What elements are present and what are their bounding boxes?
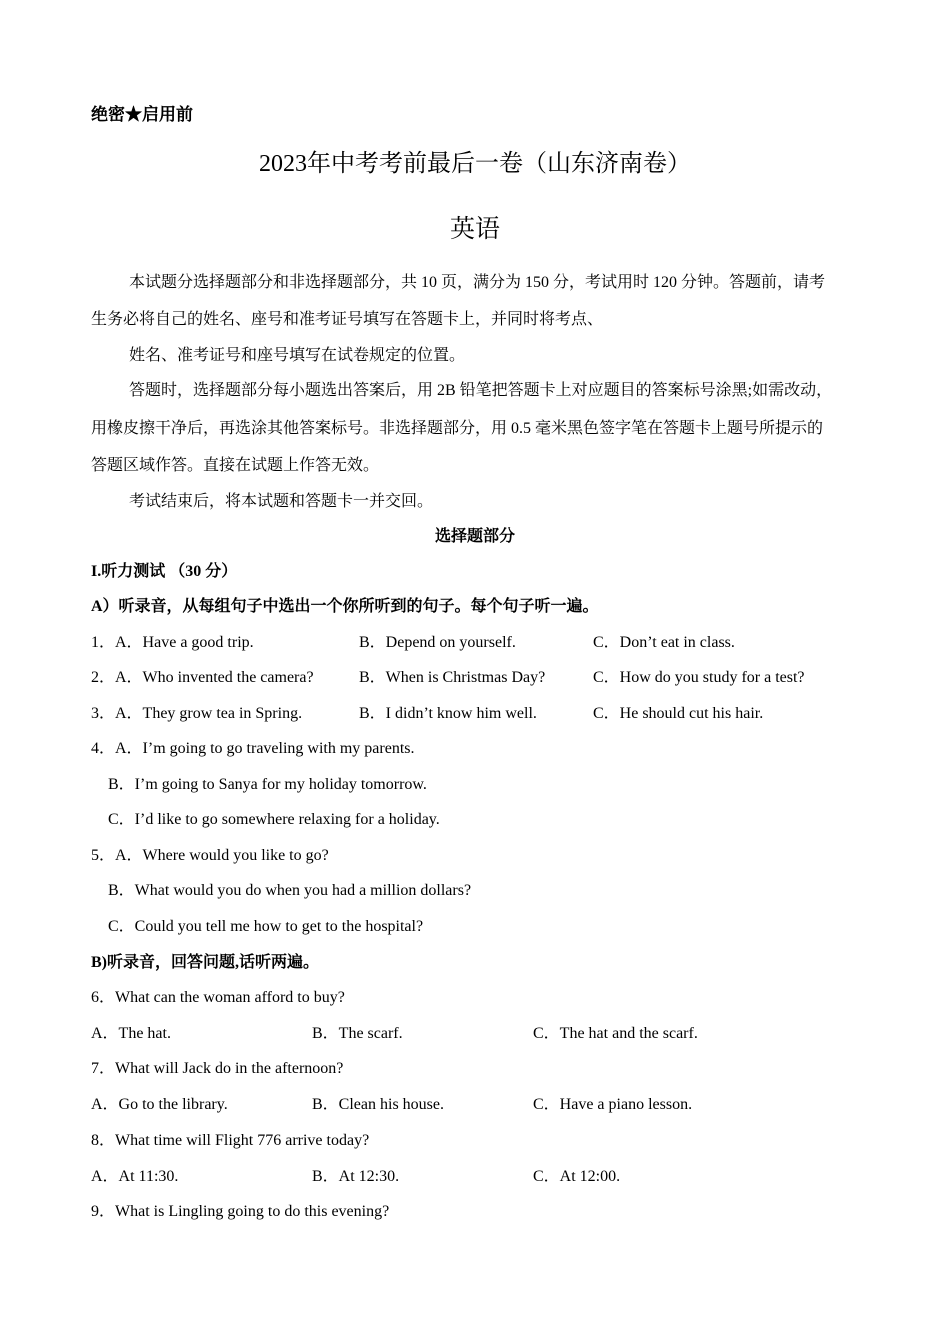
instruction-line: 考试结束后，将本试题和答题卡一并交回。 [129,493,434,510]
q8-option-b: B．At 12:30. [312,1168,400,1185]
instruction-line: 答题时，选择题部分每小题选出答案后，用 2B 铅笔把答题卡上对应题目的答案标号涂黑;如需改动， [129,382,833,399]
q7-option-c: C．Have a piano lesson. [533,1096,693,1113]
instruction-line: 生务必将自己的姓名、座号和准考证号填写在答题卡上，并同时将考点、 [91,311,604,328]
q7-stem: 7．What will Jack do in the afternoon? [91,1060,344,1077]
confidential-label: 绝密★启用前 [91,105,193,124]
q1-option-c: C．Don’t eat in class. [593,634,735,651]
instruction-line: 答题区域作答。直接在试题上作答无效。 [91,457,380,474]
q3-option-c: C．He should cut his hair. [593,705,764,722]
q4-option-c: C．I’d like to go somewhere relaxing for a holiday. [108,811,440,828]
q5-option-a: 5．A．Where would you like to go? [91,847,329,864]
q1-option-a: 1．A．Have a good trip. [91,634,254,651]
section-title: 选择题部分 [434,528,515,545]
q3-option-b: B．I didn’t know him well. [359,705,537,722]
instruction-line: 本试题分选择题部分和非选择题部分，共 10 页，满分为 150 分，考试用时 120 分钟。答题前，请考 [129,274,826,291]
instruction-line: 姓名、准考证号和座号填写在试卷规定的位置。 [129,347,466,364]
q9-stem: 9．What is Lingling going to do this evening? [91,1203,390,1220]
subject-title: 英语 [449,216,500,243]
exam-title: 2023年中考考前最后一卷（山东济南卷） [259,151,691,177]
q5-option-b: B．What would you do when you had a million dollars? [108,882,472,899]
q2-option-a: 2．A．Who invented the camera? [91,669,314,686]
q7-option-a: A．Go to the library. [91,1096,228,1113]
q4-option-a: 4．A．I’m going to go traveling with my parents. [91,740,415,757]
instruction-line: 用橡皮擦干净后，再选涂其他答案标号。非选择题部分，用 0.5 毫米黑色签字笔在答题卡上题号所提示的 [91,420,824,437]
q5-option-c: C．Could you tell me how to get to the hospital? [108,918,424,935]
part-title: I.听力测试 （30 分） [91,563,238,580]
q6-option-a: A．The hat. [91,1025,171,1042]
part-a-instruction: A）听录音，从每组句子中选出一个你所听到的句子。每个句子听一遍。 [91,598,599,615]
q6-option-c: C．The hat and the scarf. [533,1025,698,1042]
q7-option-b: B．Clean his house. [312,1096,444,1113]
part-b-instruction: B)听录音，回答问题,话听两遍。 [91,954,320,971]
q8-option-c: C．At 12:00. [533,1168,621,1185]
q6-stem: 6．What can the woman afford to buy? [91,989,345,1006]
q6-option-b: B．The scarf. [312,1025,403,1042]
q8-option-a: A．At 11:30. [91,1168,179,1185]
q2-option-b: B．When is Christmas Day? [359,669,546,686]
q3-option-a: 3．A．They grow tea in Spring. [91,705,303,722]
q2-option-c: C．How do you study for a test? [593,669,805,686]
q4-option-b: B．I’m going to Sanya for my holiday tomorrow. [108,776,427,793]
q1-option-b: B．Depend on yourself. [359,634,516,651]
q8-stem: 8．What time will Flight 776 arrive today? [91,1132,370,1149]
